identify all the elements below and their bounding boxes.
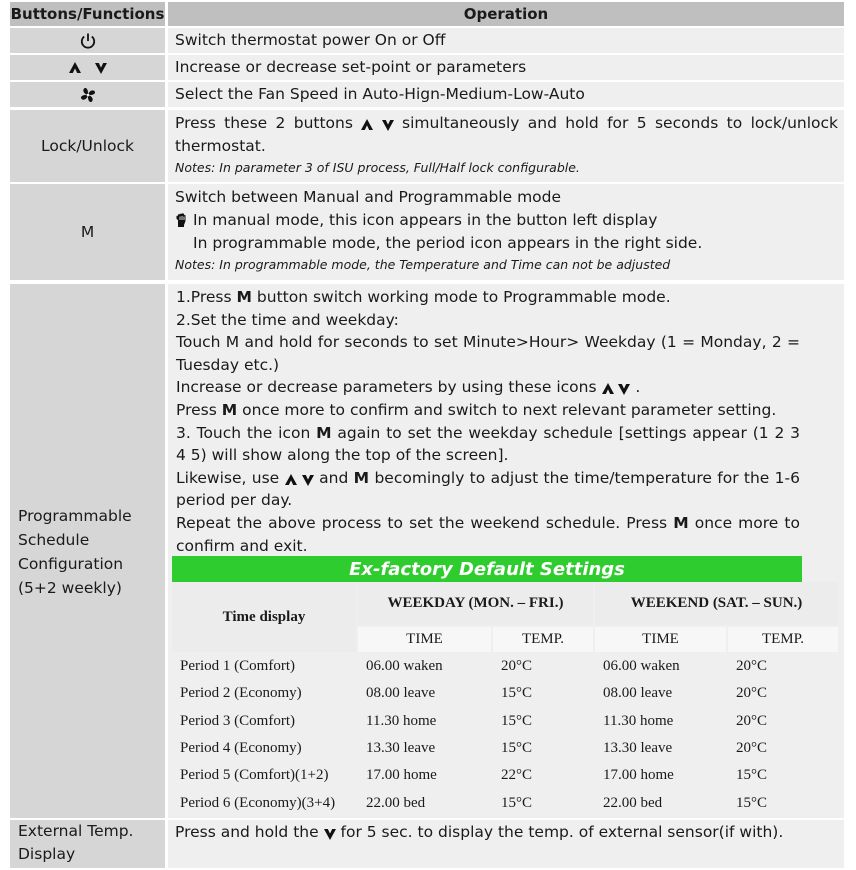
lock-unlock-desc <box>168 110 844 182</box>
up-arrow-icon <box>285 474 297 486</box>
weekday-temp-cell: 22°C <box>493 763 593 788</box>
lock-unlock-text: Press these 2 buttons simultaneously and hold for 5 seconds to lock/unlock thermostat. <box>175 114 839 155</box>
weekday-time-cell: 22.00 bed <box>358 791 491 816</box>
mode-line-3: In programmable mode, the period icon appears in the right side. <box>193 234 703 252</box>
weekday-time-col: TIME <box>358 627 491 652</box>
mode-line-1: Switch between Manual and Programmable mode <box>175 188 562 206</box>
fan-button-cell <box>10 82 165 107</box>
header-buttons-functions: Buttons/Functions <box>10 2 165 26</box>
up-arrow-icon <box>602 383 614 395</box>
up-arrow-icon <box>69 62 81 74</box>
arrows-desc: Increase or decrease set-point or parameters <box>168 55 844 80</box>
program-instructions <box>176 286 800 557</box>
down-arrow-icon <box>618 383 630 395</box>
weekday-temp-cell: 15°C <box>493 681 593 706</box>
weekday-time-cell: 13.30 leave <box>358 736 491 761</box>
program-step-1: 1.Press M button switch working mode to Programmable mode. <box>176 288 671 306</box>
program-step-7: Likewise, use and M becomingly to adjust the time/temperature for the 1-6 period per day. <box>176 468 800 510</box>
mode-note: Notes: In programmable mode, the Temperature and Time can not be adjusted <box>175 257 671 272</box>
mode-line-2: In manual mode, this icon appears in the button left display <box>175 209 838 232</box>
program-step-2: 2.Set the time and weekday: <box>176 310 399 329</box>
down-arrow-icon <box>95 62 107 74</box>
period-name-cell: Period 1 (Comfort) <box>172 654 356 679</box>
hand-icon <box>175 213 188 228</box>
program-step-4: Increase or decrease parameters by using these icons . <box>176 378 641 397</box>
weekday-time-cell: 08.00 leave <box>358 681 491 706</box>
schedule-banner: Ex-factory Default Settings <box>172 556 802 582</box>
period-name-cell: Period 5 (Comfort)(1+2) <box>172 763 356 788</box>
weekday-temp-cell: 20°C <box>493 654 593 679</box>
weekend-temp-cell: 20°C <box>728 736 838 761</box>
weekend-temp-cell: 20°C <box>728 654 838 679</box>
arrows-button-cell <box>10 55 165 80</box>
weekend-time-cell: 13.30 leave <box>595 736 726 761</box>
period-name-cell: Period 4 (Economy) <box>172 736 356 761</box>
power-button-cell <box>10 28 165 53</box>
program-step-8: Repeat the above process to set the weekend schedule. Press M once more to confirm and exit. <box>176 513 800 555</box>
power-icon <box>79 32 97 50</box>
period-name-cell: Period 6 (Economy)(3+4) <box>172 791 356 816</box>
down-arrow-icon <box>302 474 314 486</box>
weekday-temp-cell: 15°C <box>493 736 593 761</box>
weekday-time-cell: 06.00 waken <box>358 654 491 679</box>
program-step-6: 3. Touch the icon M again to set the weekday schedule [settings appear (1 2 3 4 5) will show along the top of the screen]. <box>176 423 800 465</box>
time-display-header: Time display <box>172 582 356 652</box>
down-arrow-icon <box>382 119 394 131</box>
weekend-temp-cell: 20°C <box>728 709 838 734</box>
weekend-time-cell: 11.30 home <box>595 709 726 734</box>
mode-label: M <box>10 184 165 280</box>
lock-unlock-note: Notes: In parameter 3 of ISU process, Full/Half lock configurable. <box>175 160 580 175</box>
weekend-temp-cell: 15°C <box>728 791 838 816</box>
weekend-time-cell: 08.00 leave <box>595 681 726 706</box>
external-temp-desc: Press and hold the for 5 sec. to display the temp. of external sensor(if with). <box>168 820 844 868</box>
weekend-header: WEEKEND (SAT. – SUN.) <box>595 582 838 625</box>
period-name-cell: Period 3 (Comfort) <box>172 709 356 734</box>
weekend-time-cell: 06.00 waken <box>595 654 726 679</box>
down-arrow-icon <box>324 828 336 840</box>
power-desc: Switch thermostat power On or Off <box>168 28 844 53</box>
period-name-cell: Period 2 (Economy) <box>172 681 356 706</box>
program-step-5: Press M once more to confirm and switch to next relevant parameter setting. <box>176 400 777 419</box>
weekday-temp-col: TEMP. <box>493 627 593 652</box>
weekday-temp-cell: 15°C <box>493 709 593 734</box>
weekend-time-cell: 22.00 bed <box>595 791 726 816</box>
weekend-temp-cell: 15°C <box>728 763 838 788</box>
weekend-time-cell: 17.00 home <box>595 763 726 788</box>
weekday-time-cell: 17.00 home <box>358 763 491 788</box>
external-temp-label-cell <box>10 820 165 868</box>
program-label: Programmable Schedule Configuration (5+2 weekly) <box>18 507 132 597</box>
program-step-3: Touch M and hold for seconds to set Minute>Hour> Weekday (1 = Monday, 2 = Tuesday etc.) <box>176 333 800 374</box>
weekday-header: WEEKDAY (MON. – FRI.) <box>358 582 593 625</box>
weekend-temp-col: TEMP. <box>728 627 838 652</box>
mode-desc <box>168 184 844 280</box>
weekday-temp-cell: 15°C <box>493 791 593 816</box>
fan-icon <box>79 86 97 104</box>
external-temp-label: External Temp. Display <box>18 822 134 863</box>
weekend-time-col: TIME <box>595 627 726 652</box>
fan-desc: Select the Fan Speed in Auto-Hign-Medium-Low-Auto <box>168 82 844 107</box>
lock-unlock-label: Lock/Unlock <box>10 110 165 182</box>
weekend-temp-cell: 20°C <box>728 681 838 706</box>
weekday-time-cell: 11.30 home <box>358 709 491 734</box>
schedule-table <box>172 582 838 818</box>
header-operation: Operation <box>168 2 844 26</box>
program-label-cell <box>10 284 165 818</box>
up-arrow-icon <box>361 119 373 131</box>
